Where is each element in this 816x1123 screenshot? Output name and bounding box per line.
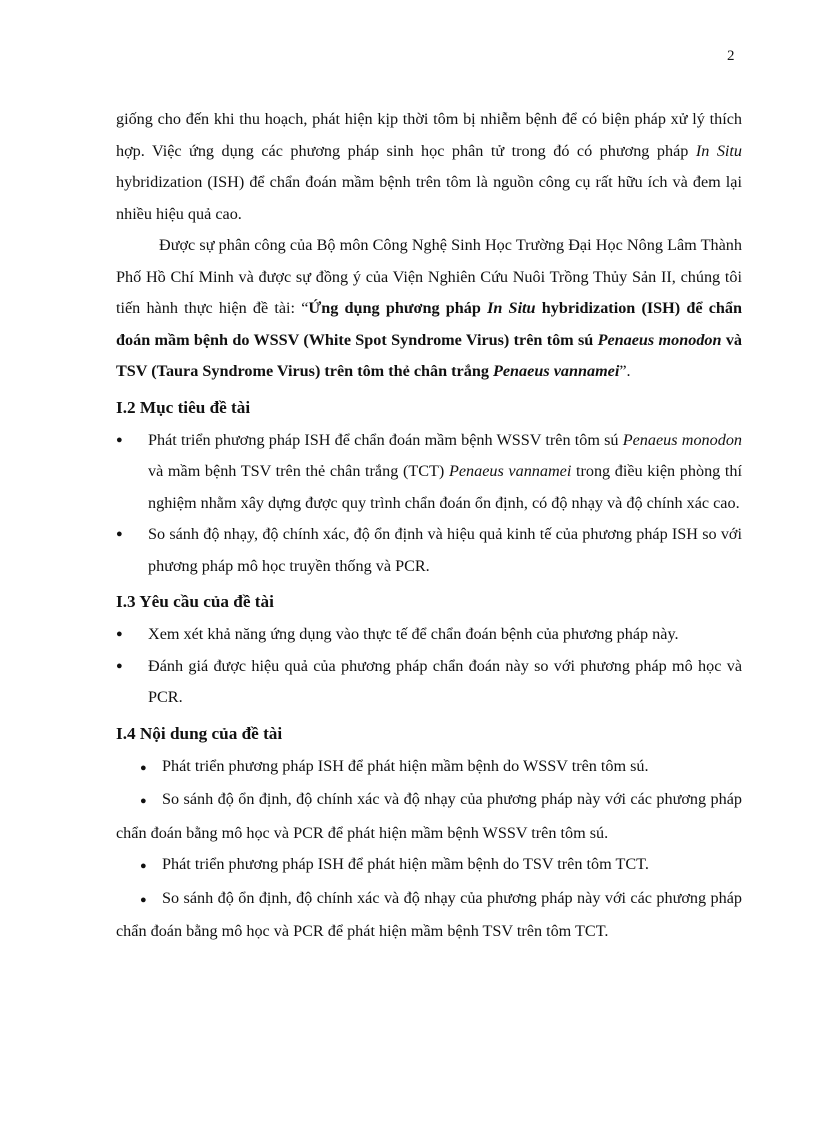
- list-item-text: Xem xét khả năng ứng dụng vào thực tế để chẩn đoán bệnh của phương pháp này.: [148, 625, 679, 643]
- intro-text-2: hybridization (ISH) để chẩn đoán mầm bệnh trên tôm là nguồn công cụ rất hữu ích và đem lại nhiều hiệu quả cao.: [116, 173, 742, 223]
- list-item: [116, 849, 742, 883]
- title-part-1: Ứng dụng phương pháp: [308, 299, 488, 317]
- list-item-text: So sánh độ ổn định, độ chính xác và độ nhạy của phương pháp này với các phương pháp chẩn đoán bằng mô học và PCR để phát hiện mầm bệnh TSV trên tôm TCT.: [116, 888, 742, 940]
- intro-paragraph: [116, 104, 742, 230]
- list-item: [116, 619, 742, 651]
- page-number: 2: [727, 48, 735, 64]
- bullet-icon: ●: [140, 761, 147, 774]
- document-body: [116, 104, 742, 948]
- section-heading-1-3: I.3 Yêu cầu của đề tài: [116, 592, 274, 611]
- bullet-icon: ●: [140, 795, 147, 807]
- bullet-icon: ●: [116, 659, 123, 672]
- title-italic-2: Penaeus monodon: [597, 330, 722, 349]
- intro-italic-in-situ: In Situ: [695, 141, 742, 160]
- assignment-text: Được sự phân công của Bộ môn Công Nghệ Sinh Học Trường Đại Học Nông Lâm Thành Phố Hồ Chí Minh và được sự đồng ý của Viện Nghiên Cứu Nuôi Trồng Thủy Sản II, chúng tôi tiến hành thực hiện đề tài: “: [116, 236, 742, 317]
- list-item: [116, 425, 742, 520]
- intro-text-1: giống cho đến khi thu hoạch, phát hiện kịp thời tôm bị nhiễm bệnh để có biện pháp xử lý thích hợp. Việc ứng dụng các phương pháp sinh học phân tử trong đó có phương pháp: [116, 110, 742, 160]
- list-item-text: Phát triển phương pháp ISH để phát hiện mầm bệnh do WSSV trên tôm sú.: [162, 756, 649, 775]
- list-item: [116, 651, 742, 714]
- title-italic-3: Penaeus vannamei: [492, 362, 620, 380]
- list-item: [116, 784, 742, 849]
- title-part-2: hybridization (ISH) để chẩn đoán mầm bệnh do WSSV (White Spot Syndrome Virus) trên tôm sú: [116, 299, 742, 349]
- assignment-paragraph: [116, 230, 742, 388]
- list-item: [116, 751, 742, 785]
- list-item-text: Phát triển phương pháp ISH để chẩn đoán mầm bệnh WSSV trên tôm sú Penaeus monodon và mầm bệnh TSV trên thẻ chân trắng (TCT) Penaeus vannamei trong điều kiện phòng thí nghiệm nhằm xây dựng được quy trình chẩn đoán ổn định, có độ nhạy và độ chính xác cao.: [148, 430, 743, 512]
- list-item: [116, 883, 742, 948]
- bullet-icon: ●: [140, 860, 147, 872]
- bullet-icon: ●: [116, 628, 123, 640]
- bullet-icon: ●: [140, 893, 147, 906]
- list-item-text: Phát triển phương pháp ISH để phát hiện mầm bệnh do TSV trên tôm TCT.: [162, 855, 649, 873]
- bullet-icon: ●: [116, 433, 123, 446]
- bullet-icon: ●: [116, 528, 123, 540]
- section-heading-1-2: I.2 Mục tiêu đề tài: [116, 397, 251, 417]
- title-part-3: và TSV (Taura Syndrome Virus) trên tôm thẻ chân trắng: [116, 330, 743, 380]
- list-item-text: So sánh độ nhạy, độ chính xác, độ ổn định và hiệu quả kinh tế của phương pháp ISH so với phương pháp mô học truyền thống và PCR.: [148, 525, 742, 575]
- list-item: [116, 519, 742, 582]
- list-item-text: So sánh độ ổn định, độ chính xác và độ nhạy của phương pháp này với các phương pháp chẩn đoán bằng mô học và PCR để phát hiện mầm bệnh WSSV trên tôm sú.: [116, 790, 742, 842]
- title-italic-1: In Situ: [487, 299, 536, 317]
- section-heading-1-4: I.4 Nội dung của đề tài: [116, 723, 283, 743]
- list-item-text: Đánh giá được hiệu quả của phương pháp chẩn đoán này so với phương pháp mô học và PCR.: [148, 656, 742, 706]
- assignment-end: ”.: [619, 362, 631, 380]
